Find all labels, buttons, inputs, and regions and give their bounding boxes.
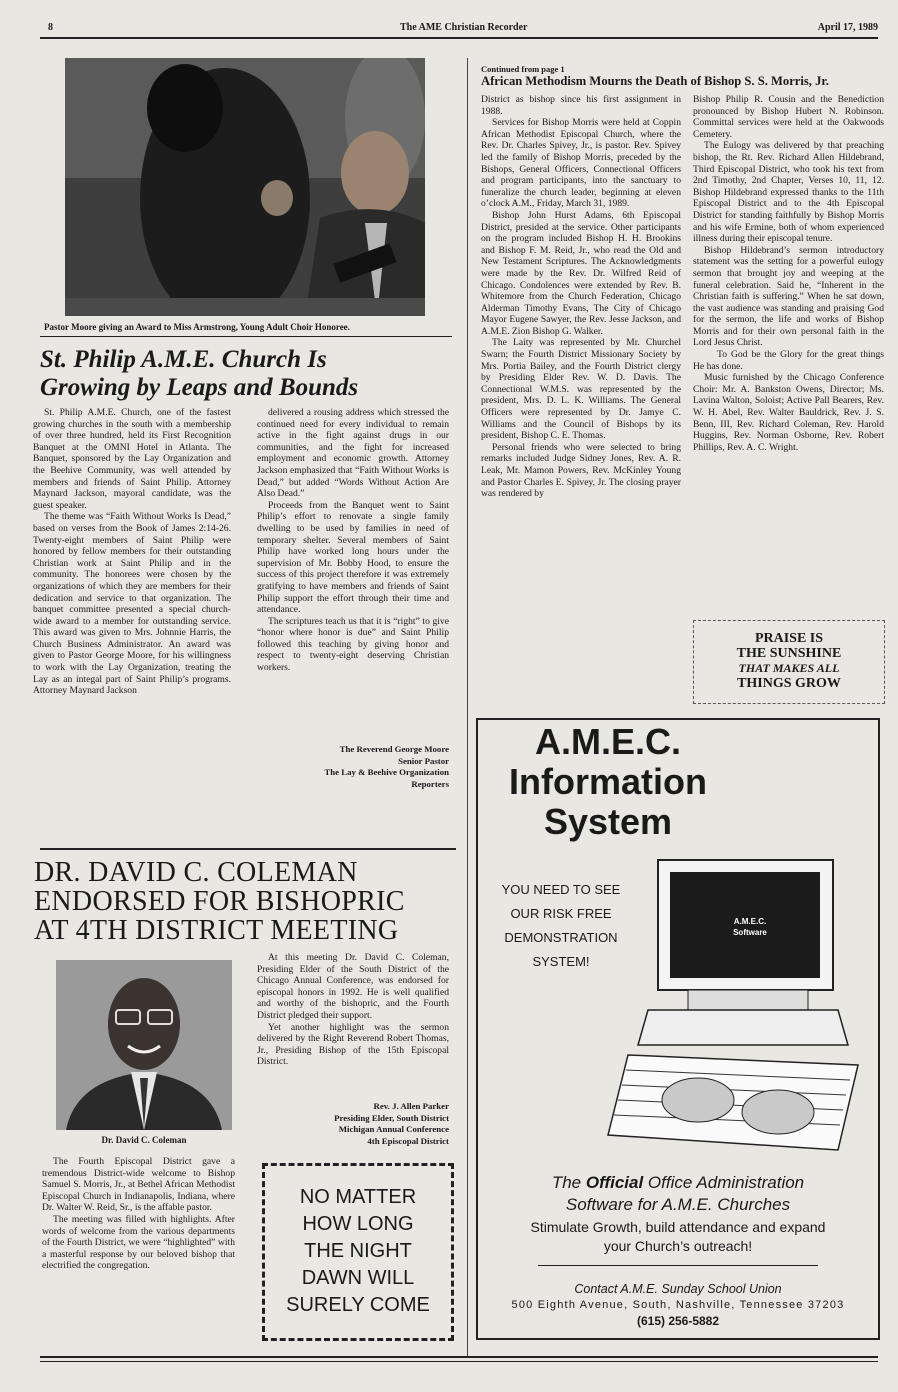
footer-rule-2	[40, 1361, 878, 1362]
night-line: THE NIGHT	[304, 1240, 412, 1262]
night-line: HOW LONG	[302, 1213, 414, 1235]
sig-line: Reporters	[411, 778, 449, 789]
sig-line: The Lay & Beehive Organization	[324, 767, 449, 777]
ad-title	[478, 722, 738, 842]
paragraph: The scriptures teach us that it is “right” to give “honor where honor is due” and Saint Philip followed this teaching by giving honor and respect to twenty-eight deserving Christian workers.	[257, 615, 449, 674]
ad-pitch-line: SYSTEM!	[532, 954, 590, 969]
coleman-left-column	[42, 1156, 235, 1272]
ad-pitch-line: OUR RISK FREE	[510, 906, 612, 921]
paragraph: Personal friends who were selected to bring remarks included Judge Sidney Jones, Rev. A. R. Leak, Mr. Mamon Powers, Rev. McKinley Young and Pastor Charles E. Spivey, Jr. The closing prayer was rendered by	[481, 441, 681, 500]
paragraph: Proceeds from the Banquet went to Saint Philip’s effort to renovate a single family dwelling to be used by families in need of temporary shelter. Several members of Saint Philip have worked long hours under the supervision of Mr. Bobby Hood, to ensure the success of this project therefore it was extremely gratifying to have members and friends of Saint Philip support the effort through their time and attendance.	[257, 499, 449, 616]
praise-text	[694, 631, 884, 691]
sig-line: Presiding Elder, South District	[334, 1112, 449, 1123]
award-photo	[65, 58, 425, 316]
caption-rule	[40, 336, 452, 337]
paragraph: Yet another highlight was the sermon delivered by the Right Reverend Robert Thomas, Jr., Presiding Bishop of the 15th Episcopal District.	[257, 1021, 449, 1068]
amec-ad	[476, 718, 880, 1340]
night-text	[265, 1184, 451, 1319]
morris-kicker: Continued from page 1	[481, 64, 565, 74]
paragraph: At this meeting Dr. David C. Coleman, Presiding Elder of the South District of the Chicago Annual Conference, was endorsed for episcopal honors in 1992. He is well qualified and worthy of the bishopric, and the Fourth District pledged their support.	[257, 952, 449, 1021]
photo-caption: Pastor Moore giving an Award to Miss Armstrong, Young Adult Choir Honoree.	[44, 322, 350, 332]
paragraph: The Laity was represented by Mr. Churchel Swarn; the Fourth District Missionary Society by Mrs. Portia Bailey, and the Fourth District clergy by Presiding Elder Rev. W. D. Davis. The Connectional W.M.S. was represented by the president, Mrs. D. L. K. Williams. The General Officers were represented by Dr. Jamye C. Williams and the Council of Bishops by its president, Bishop C. E. Thomas.	[481, 337, 681, 442]
issue-date: April 17, 1989	[817, 22, 878, 33]
paragraph: Bishop Hildebrand’s sermon introductory statement was the setting for a powerful eulogy sermon that brought joy and weeping at the funeral celebration. Said he, “Inherent in the Christian faith is suffering.” When he sat down, the vast audience was standing and praising God for the sermon, the life and works of Bishop Morris and for their own personal faith in the Lord Jesus Christ.	[693, 244, 884, 349]
section-rule	[40, 848, 456, 850]
coleman-headline	[34, 858, 464, 945]
masthead: The AME Christian Recorder	[400, 22, 528, 33]
paragraph: Services for Bishop Morris were held at Coppin African Methodist Episcopal Church, where the Rev. Dr. Charles Spivey, Jr., is pastor. Rev. Spivey led the family of Bishop Morris, preceded by the Bishops, General Officers, Connectional Officers and program participants, into the sanctuary to funeralize the church leader, beginning at eleven o’clock A.M., Friday, March 31, 1989.	[481, 117, 681, 210]
night-line: DAWN WILL	[301, 1267, 415, 1289]
ad-stimulate	[478, 1218, 878, 1256]
paragraph: To God be the Glory for the great things He has done.	[693, 349, 884, 372]
coleman-photo	[56, 960, 232, 1130]
coleman-signature	[257, 1101, 449, 1147]
paragraph: The Fourth Episcopal District gave a tremendous District-wide welcome to Bishop Samuel S. Morris, Jr., at Bethel African Methodist Episcopal Church in Indianapolis, Indiana, where Dr. Walter W. Reid, Sr., is the affable pastor.	[42, 1156, 235, 1214]
paragraph: delivered a rousing address which stressed the continued need for every individual to remain active in the fight against drugs in our communities, and the fight for increased employment and economic growth. Attorney Jackson emphasized that “Faith Without Works is Dead,” but added “Words Without Action Are Also Dead.”	[257, 407, 449, 500]
column-divider	[467, 58, 468, 1358]
sig-line: Senior Pastor	[398, 755, 449, 766]
ad-official-line2: Software for A.M.E. Churches	[565, 1195, 791, 1214]
ad-official	[478, 1172, 878, 1216]
paragraph: Music furnished by the Chicago Conference Choir: Mr. A. Bankston Owens, Director; Ms. Lavina Walton, Soloist; Active Pall Bearers, Rev. W. H. Abel, Rev. Walter Bauldrick, Rev. J. S. Benn, III, Rev. Richard Coleman, Rev. Harold Huggins, Rev. Norman Osborne, Rev. Robert Phillips, Rev. A. C. Wright.	[693, 372, 884, 453]
page-header	[40, 22, 878, 36]
coleman-portrait	[56, 960, 232, 1130]
morris-column-2	[693, 94, 884, 453]
coleman-photo-caption: Dr. David C. Coleman	[101, 1135, 187, 1145]
ad-contact: Contact A.M.E. Sunday School Union	[574, 1282, 782, 1296]
coleman-headline-line: ENDORSED FOR BISHOPRIC	[34, 886, 405, 917]
header-rule	[40, 37, 878, 39]
praise-box	[693, 620, 885, 704]
ad-phone: (615) 256-5882	[636, 1314, 720, 1328]
ad-title-line: System	[543, 801, 673, 842]
morris-column-1	[481, 94, 681, 500]
paragraph: Bishop John Hurst Adams, 6th Episcopal District, presided at the service. Other participants on the program included Bishop H. H. Brookins and Bishop F. M. Reid, Jr., who read the Old and New Testament Scriptures. The Acknowledgments were made by the Rev. Dr. Wilfred Reid of Chicago. Condolences were extended by Rev. B. Whitemore from the Church Federation, Chicago Alderman Timothy Evans, The City of Chicago Mayor Eugene Sawyer, the Rev. Jesse Jackson, and A.M.E. Zion Bishop G. Walker.	[481, 209, 681, 337]
sig-line: Michigan Annual Conference	[338, 1124, 449, 1134]
page-number: 8	[48, 22, 53, 33]
screen-line: A.M.E.C.	[733, 917, 767, 926]
stphilip-column-2	[257, 407, 449, 674]
ad-title-line: Information	[509, 761, 707, 802]
paragraph: District as bishop since his first assignment in 1988.	[481, 94, 681, 117]
sig-line: 4th Episcopal District	[367, 1135, 449, 1146]
ad-pitch-line: DEMONSTRATION	[504, 930, 618, 945]
stimulate-line: Stimulate Growth, build attendance and expand	[530, 1219, 826, 1235]
coleman-headline-line: AT 4TH DISTRICT MEETING	[34, 915, 399, 946]
night-line: SURELY COME	[286, 1294, 430, 1316]
paragraph: The meeting was filled with highlights. After words of welcome from the various departments of the Fourth District, we were “highlighted” with a masterful response by our beloved bishop that electrified the congregation.	[42, 1213, 235, 1272]
morris-headline: African Methodism Mourns the Death of Bishop S. S. Morris, Jr.	[481, 74, 829, 88]
sig-line: Rev. J. Allen Parker	[373, 1101, 449, 1111]
stphilip-column-1	[33, 407, 231, 697]
award-photo-illustration	[65, 58, 425, 316]
ad-pitch-line: YOU NEED TO SEE	[501, 882, 621, 897]
praise-line: THE SUNSHINE	[736, 646, 842, 661]
praise-line: PRAISE IS	[754, 631, 824, 646]
ad-divider	[538, 1265, 818, 1266]
computer-illustration	[588, 850, 874, 1170]
screen-line: Software	[733, 928, 767, 937]
stphilip-headline	[40, 346, 460, 402]
screen-text	[690, 916, 810, 938]
coleman-headline-line: DR. DAVID C. COLEMAN	[34, 857, 358, 888]
coleman-right-column	[257, 952, 449, 1068]
paragraph: Bishop Philip R. Cousin and the Benediction pronounced by Bishop Hubert N. Robinson. Committal services were held at the Oakwoods Cemetery.	[693, 94, 884, 140]
sig-line: The Reverend George Moore	[339, 744, 449, 754]
official-bold: Official	[585, 1173, 644, 1192]
stphilip-headline-line1: St. Philip A.M.E. Church Is	[40, 346, 327, 373]
night-box	[262, 1163, 454, 1341]
paragraph: The Eulogy was delivered by that preaching bishop, the Rt. Rev. Richard Allen Hildebrand, Third Episcopal District, who took his text from 2nd Timothy, 2nd Chapter, Verses 10, 11, 12. Bishop Hildebrand expressed thanks to the 11th Episcopal District and to the 4th Episcopal District for standing faithfully by Bishop Morris and his wife Ermine, both of whom experienced illness during their episcopal tenure.	[693, 140, 884, 245]
footer-rule	[40, 1356, 878, 1358]
official-post: Office Administration	[643, 1173, 805, 1192]
paragraph: St. Philip A.M.E. Church, one of the fastest growing churches in the south with a membership of over three hundred, held its First Recognition Banquet at the OMNI Hotel in Atlanta. The Banquet, sponsored by the Lay Organization and the Beehive Community, was well attended by members and friends of Saint Philip. Attorney Maynard Jackson, mayoral candidate, was the guest speaker.	[33, 407, 231, 511]
praise-line: THAT MAKES ALL	[738, 661, 840, 675]
ad-address: 500 Eighth Avenue, South, Nashville, Tennessee 37203	[511, 1299, 845, 1311]
ad-official-line1	[478, 1172, 878, 1194]
stimulate-line: your Church’s outreach!	[603, 1238, 753, 1254]
praise-line: THINGS GROW	[737, 676, 841, 691]
official-pre: The	[551, 1173, 586, 1192]
stphilip-headline-line2: Growing by Leaps and Bounds	[40, 374, 359, 401]
night-line: NO MATTER	[299, 1186, 417, 1208]
ad-title-line: A.M.E.C.	[534, 721, 681, 762]
paragraph: The theme was “Faith Without Works Is Dead,” based on verses from the Book of James 2:14-26. Twenty-eight members of Saint Philip were honored by fellow members for their outstanding Christian work at Saint Philip and in the community. The honorees were chosen by the organizations of which they are members for their dedication and service to that organization. The banquet committee presented a special church-wide award to a member for outstanding service. This award was given to Mrs. Johnnie Harris, the Church Business Administrator. An award was given to Pastor George Moore, for his willingness to work with the Lay Organization, treating the Lay as an integal part of Saint Philip’s programs. Attorney Maynard Jackson	[33, 511, 231, 697]
stphilip-signature	[257, 744, 449, 790]
